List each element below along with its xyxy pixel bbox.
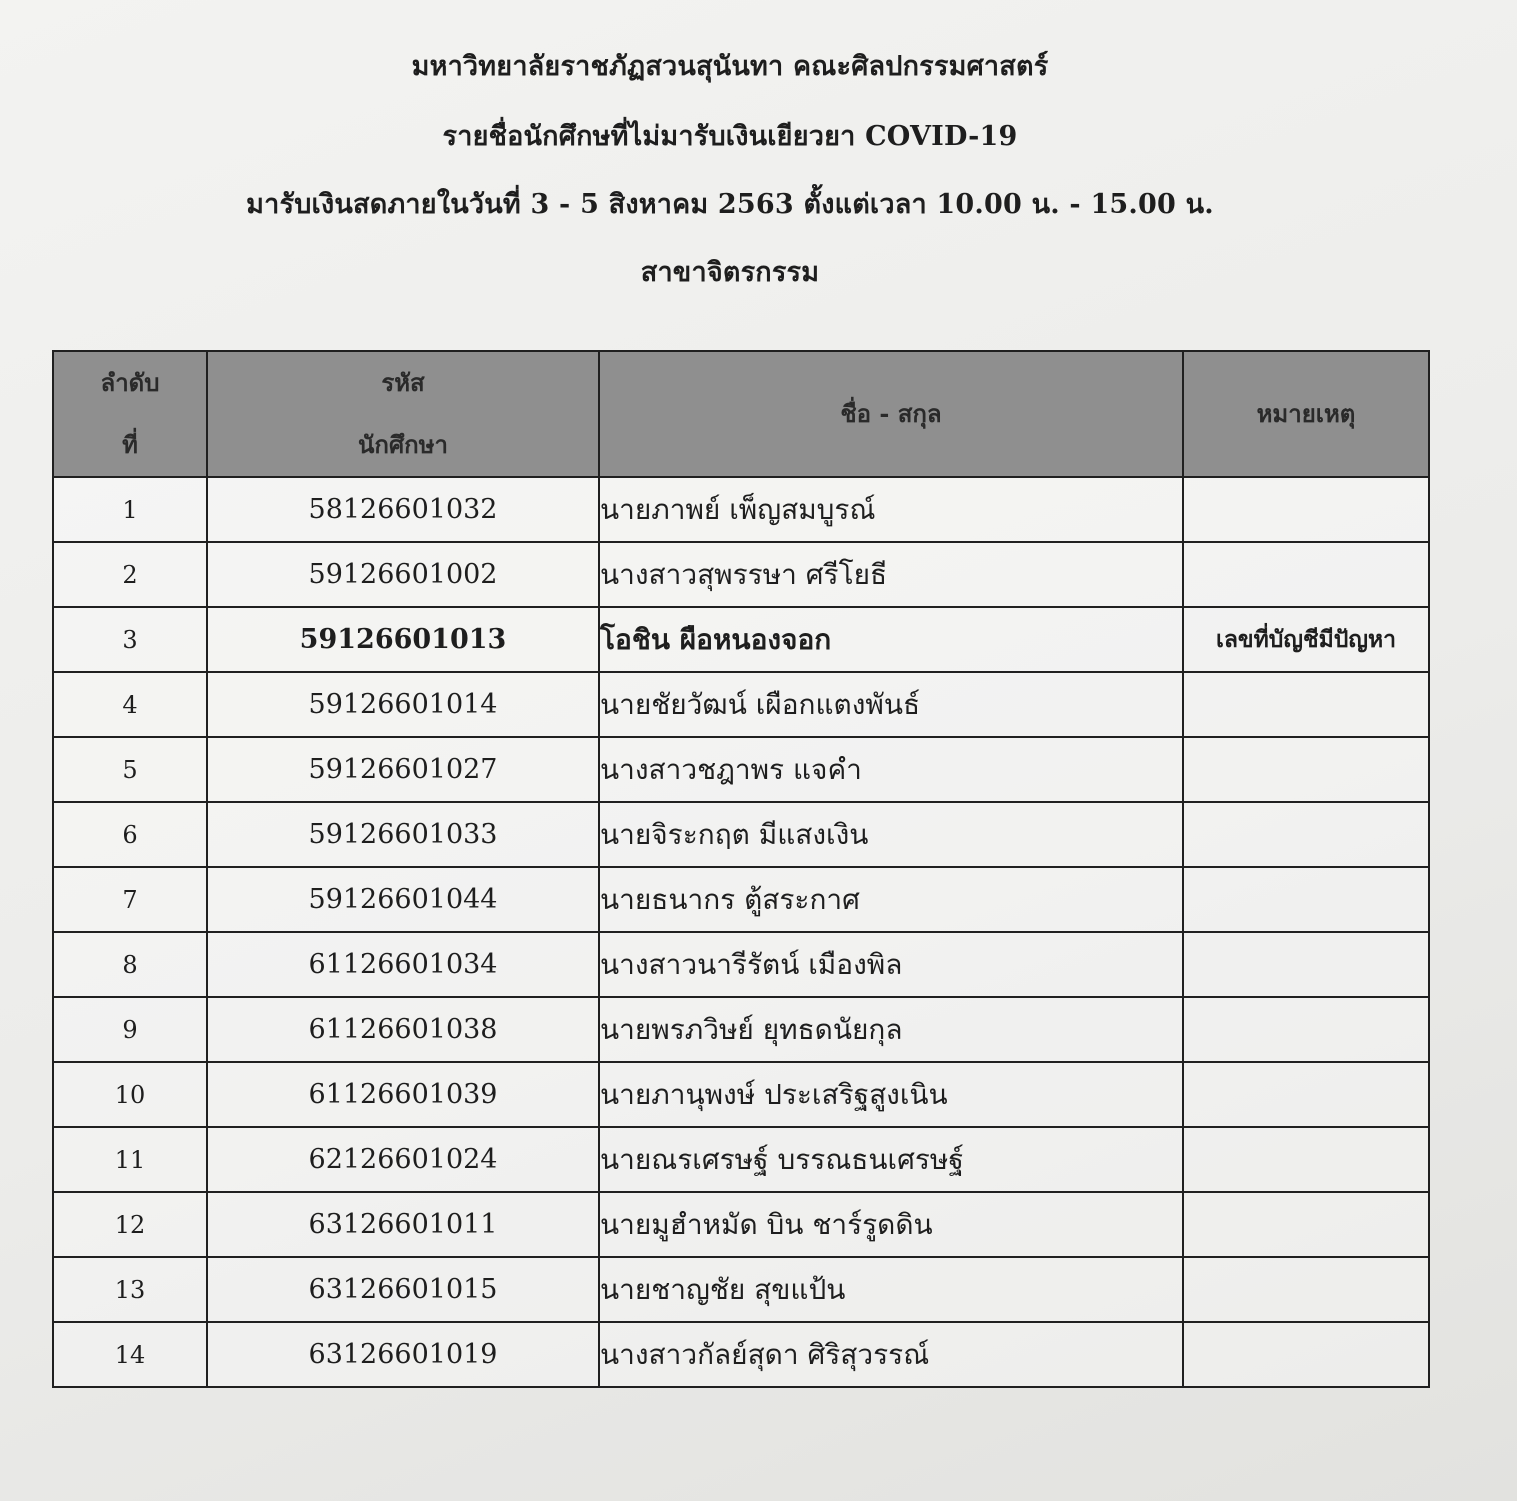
remark-cell	[1183, 737, 1429, 802]
student-id-cell: 63126601011	[207, 1192, 599, 1257]
table-header-row	[53, 351, 1429, 477]
row-number-cell: 9	[53, 997, 207, 1062]
remark-cell	[1183, 997, 1429, 1062]
student-name-cell: นายพรภวิษย์ ยุทธดนัยกุล	[599, 997, 1183, 1062]
student-id-cell: 59126601033	[207, 802, 599, 867]
table-row	[53, 542, 1429, 607]
student-id-cell: 58126601032	[207, 477, 599, 542]
table-row	[53, 932, 1429, 997]
row-number-cell: 3	[53, 607, 207, 672]
row-number-cell: 8	[53, 932, 207, 997]
header-sequence-line2: ที่	[122, 430, 138, 459]
row-number-cell: 6	[53, 802, 207, 867]
header-full-name: ชื่อ - สกุล	[599, 351, 1183, 477]
student-name-cell: นายมูฮำหมัด บิน ชาร์รูดดิน	[599, 1192, 1183, 1257]
remark-cell: เลขที่บัญชีมีปัญหา	[1183, 607, 1429, 672]
student-name-cell: นายชาญชัย สุขแป้น	[599, 1257, 1183, 1322]
payment-schedule-heading: มารับเงินสดภายในวันที่ 3 - 5 สิงหาคม 2563 ตั้งแต่เวลา 10.00 น. - 15.00 น.	[246, 189, 1214, 220]
table-row	[53, 737, 1429, 802]
student-name-cell: นางสาวชฎาพร แจคำ	[599, 737, 1183, 802]
student-id-cell: 63126601019	[207, 1322, 599, 1387]
student-roster-table	[52, 350, 1430, 1388]
student-id-cell: 59126601027	[207, 737, 599, 802]
table-row	[53, 1257, 1429, 1322]
table-row	[53, 672, 1429, 737]
student-id-cell: 59126601013	[207, 607, 599, 672]
remark-cell	[1183, 477, 1429, 542]
list-title-heading: รายชื่อนักศึกษที่ไม่มารับเงินเยียวยา COVID-19	[442, 121, 1018, 152]
row-number-cell: 12	[53, 1192, 207, 1257]
remark-cell	[1183, 802, 1429, 867]
student-id-cell: 62126601024	[207, 1127, 599, 1192]
table-row	[53, 997, 1429, 1062]
remark-cell	[1183, 1257, 1429, 1322]
row-number-cell: 10	[53, 1062, 207, 1127]
header-student-id-line1: รหัส	[381, 368, 425, 397]
student-name-cell: นางสาวสุพรรษา ศรีโยธี	[599, 542, 1183, 607]
student-id-cell: 61126601038	[207, 997, 599, 1062]
student-name-cell: นายภาพย์ เพ็ญสมบูรณ์	[599, 477, 1183, 542]
table-row	[53, 1192, 1429, 1257]
row-number-cell: 1	[53, 477, 207, 542]
table-row	[53, 1322, 1429, 1387]
remark-cell	[1183, 867, 1429, 932]
row-number-cell: 2	[53, 542, 207, 607]
table-body	[53, 477, 1429, 1387]
student-id-cell: 61126601034	[207, 932, 599, 997]
remark-cell	[1183, 672, 1429, 737]
student-id-cell: 59126601014	[207, 672, 599, 737]
header-sequence-line1: ลำดับ	[100, 368, 160, 397]
remark-cell	[1183, 1192, 1429, 1257]
row-number-cell: 13	[53, 1257, 207, 1322]
student-name-cell: นายชัยวัฒน์ เผือกแตงพันธ์	[599, 672, 1183, 737]
student-name-cell: นายธนากร ตู้สระกาศ	[599, 867, 1183, 932]
student-name-cell: นายจิระกฤต มีแสงเงิน	[599, 802, 1183, 867]
header-student-id-line2: นักศึกษา	[358, 430, 448, 459]
row-number-cell: 5	[53, 737, 207, 802]
student-name-cell: โอชิน ผือหนองจอก	[599, 607, 1183, 672]
header-student-id	[207, 351, 599, 477]
remark-cell	[1183, 1322, 1429, 1387]
student-id-cell: 61126601039	[207, 1062, 599, 1127]
student-id-cell: 63126601015	[207, 1257, 599, 1322]
row-number-cell: 7	[53, 867, 207, 932]
table-row	[53, 867, 1429, 932]
remark-cell	[1183, 542, 1429, 607]
row-number-cell: 4	[53, 672, 207, 737]
header-sequence-number	[53, 351, 207, 477]
remark-cell	[1183, 932, 1429, 997]
table-row	[53, 802, 1429, 867]
table-row	[53, 607, 1429, 672]
student-name-cell: นายณรเศรษฐ์ บรรณธนเศรษฐ์	[599, 1127, 1183, 1192]
student-name-cell: นางสาวกัลย์สุดา ศิริสุวรรณ์	[599, 1322, 1183, 1387]
student-name-cell: นางสาวนารีรัตน์ เมืองพิล	[599, 932, 1183, 997]
header-remarks: หมายเหตุ	[1183, 351, 1429, 477]
row-number-cell: 14	[53, 1322, 207, 1387]
table-row	[53, 477, 1429, 542]
table-row	[53, 1062, 1429, 1127]
table-row	[53, 1127, 1429, 1192]
remark-cell	[1183, 1127, 1429, 1192]
student-id-cell: 59126601002	[207, 542, 599, 607]
remark-cell	[1183, 1062, 1429, 1127]
student-id-cell: 59126601044	[207, 867, 599, 932]
department-heading: สาขาจิตรกรรม	[640, 257, 820, 288]
university-faculty-heading: มหาวิทยาลัยราชภัฏสวนสุนันทา คณะศิลปกรรมศาสตร์	[411, 51, 1049, 82]
row-number-cell: 11	[53, 1127, 207, 1192]
student-name-cell: นายภานุพงษ์ ประเสริฐสูงเนิน	[599, 1062, 1183, 1127]
